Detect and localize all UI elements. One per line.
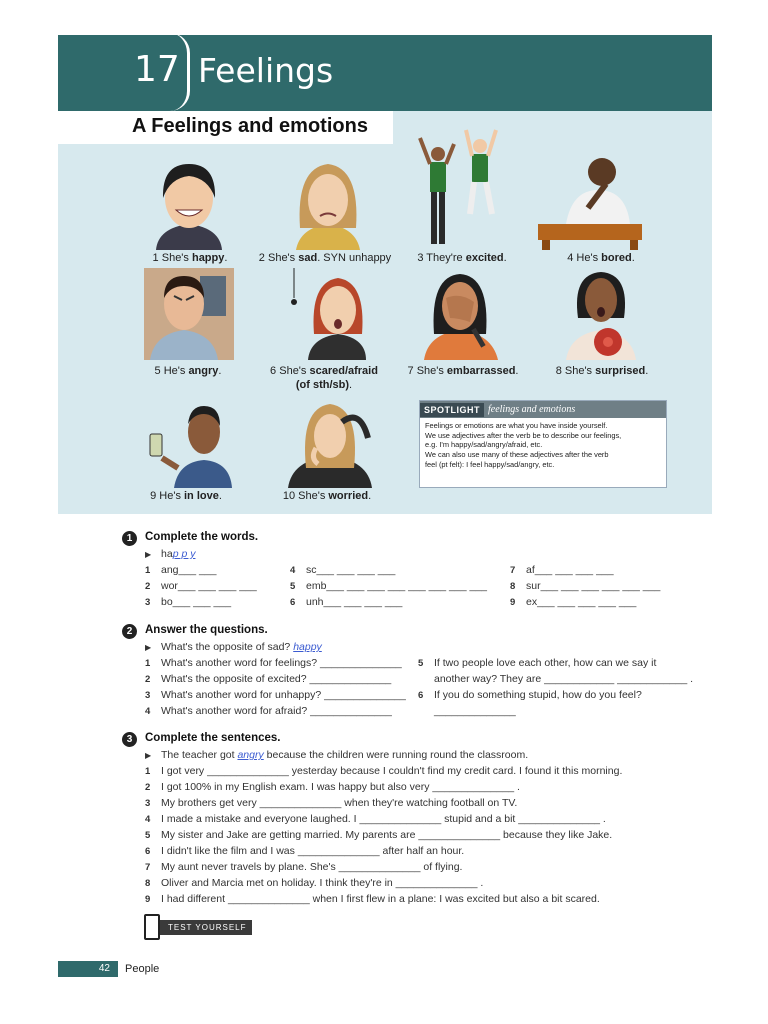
caption-8: 8 She's surprised. (555, 365, 649, 377)
picture-in-love (144, 398, 232, 488)
unit-separator (170, 33, 190, 111)
item-text: I got very ______________ yesterday because I couldn't find my credit card. I found it this morning. (161, 765, 623, 777)
ex1-item[interactable] (290, 580, 487, 592)
exercise-3-number: 3 (122, 732, 137, 747)
caption-2: 2 She's sad. SYN unhappy (258, 252, 392, 264)
ex2-item[interactable] (145, 705, 392, 717)
spotlight-tag: SPOTLIGHT (420, 403, 484, 417)
exercise-1-title: Complete the words. (145, 531, 259, 543)
picture-embarrassed (420, 268, 502, 360)
test-yourself-label: TEST YOURSELF (168, 923, 247, 932)
item-number: 7 (145, 862, 151, 873)
exercise-3-title: Complete the sentences. (145, 732, 281, 744)
ex2-item[interactable] (418, 689, 642, 701)
item-number: 1 (145, 766, 151, 777)
unit-title: Feelings (198, 51, 334, 90)
item-text: My brothers get very ______________ when they're watching football on TV. (161, 797, 518, 809)
caption-4: 4 He's bored. (567, 252, 635, 264)
example-arrow-icon: ▶ (145, 643, 152, 652)
item-number: 6 (290, 597, 296, 608)
ex3-item[interactable] (145, 813, 606, 825)
ex2-item[interactable] (145, 673, 391, 685)
item-text: If you do something stupid, how do you feel? (434, 689, 642, 701)
spotlight-subtitle: feelings and emotions (488, 404, 576, 415)
item-text: ang___ ___ (161, 564, 217, 576)
picture-angry (144, 268, 234, 360)
ex1-item[interactable] (145, 596, 231, 608)
item-number: 5 (418, 658, 424, 669)
unit-number: 17 (134, 49, 180, 90)
picture-bored (536, 150, 644, 250)
item-number: 3 (145, 798, 151, 809)
item-text: What's another word for feelings? ______________ (161, 657, 402, 669)
item-text: I had different ______________ when I first flew in a plane: I was excited but also a bit scared. (161, 893, 600, 905)
caption-1: 1 She's happy. (152, 252, 228, 264)
item-text: sur___ ___ ___ ___ ___ ___ (526, 580, 661, 592)
footer-section: People (125, 963, 160, 975)
item-text: bo___ ___ ___ (161, 596, 232, 608)
notebook-icon (144, 914, 160, 940)
caption-7: 7 She's embarrassed. (407, 365, 519, 377)
item-number: 6 (145, 846, 151, 857)
item-number: 4 (145, 706, 151, 717)
item-text: What's the opposite of excited? ______________ (161, 673, 392, 685)
ex2-item[interactable] (418, 657, 656, 669)
item-number: 8 (510, 581, 516, 592)
item-text: If two people love each other, how can we say it (434, 657, 657, 669)
caption-6: 6 She's scared/afraid (of sth/sb). (270, 365, 378, 391)
page-number: 42 (58, 961, 118, 977)
ex1-item[interactable] (510, 596, 636, 608)
ex3-item[interactable] (145, 829, 612, 841)
picture-happy (148, 158, 230, 250)
ex3-item[interactable] (145, 797, 517, 809)
item-text: sc___ ___ ___ ___ (306, 564, 396, 576)
item-number: 2 (145, 674, 151, 685)
spotlight-box (419, 400, 667, 488)
ex3-item[interactable] (145, 765, 622, 777)
example-arrow-icon: ▶ (145, 550, 152, 559)
item-text: I didn't like the film and I was ______________ after half an hour. (161, 845, 465, 857)
section-title: A Feelings and emotions (58, 111, 393, 144)
item-number: 3 (145, 690, 151, 701)
example-answer: p p y (172, 548, 196, 560)
exercise-2-example (145, 641, 322, 653)
example-text: The teacher got (161, 749, 238, 761)
ex1-item[interactable] (145, 564, 216, 576)
spotlight-line: Feelings or emotions are what you have inside yourself. (425, 421, 608, 430)
example-stem: ha (161, 548, 173, 560)
caption-5: 5 He's angry. (154, 365, 222, 377)
example-answer: angry (237, 749, 264, 761)
ex1-item[interactable] (510, 564, 614, 576)
item-text: Oliver and Marcia met on holiday. I think they're in ______________ . (161, 877, 484, 889)
item-number: 6 (418, 690, 424, 701)
item-text: emb___ ___ ___ ___ ___ ___ ___ ___ (306, 580, 487, 592)
picture-surprised (562, 268, 640, 360)
item-text: ______________ (434, 705, 516, 717)
spotlight-line: e.g. I'm happy/sad/angry/afraid, etc. (425, 440, 543, 450)
example-arrow-icon: ▶ (145, 751, 152, 760)
picture-worried (284, 398, 376, 488)
spotlight-line: We can also use many of these adjectives after the verb (425, 449, 609, 459)
ex1-item[interactable] (290, 596, 402, 608)
ex1-item[interactable] (290, 564, 395, 576)
item-number: 5 (145, 830, 151, 841)
item-number: 9 (510, 597, 516, 608)
test-yourself-button[interactable] (146, 920, 252, 935)
spotlight-line: feel (pt felt): I feel happy/sad/angry, etc. (425, 459, 555, 469)
item-text: unh___ ___ ___ ___ (306, 596, 403, 608)
picture-sad (290, 158, 366, 250)
item-text: I made a mistake and everyone laughed. I ______________ stupid and a bit ______________ . (161, 813, 606, 825)
item-number: 7 (510, 565, 516, 576)
caption-3: 3 They're excited. (417, 252, 507, 264)
ex1-item[interactable] (145, 580, 257, 592)
item-text: My aunt never travels by plane. She's ______________ of flying. (161, 861, 463, 873)
item-number: 9 (145, 894, 151, 905)
caption-10: 10 She's worried. (282, 490, 372, 502)
ex2-item[interactable] (145, 689, 406, 701)
example-text: because the children were running round the classroom. (263, 749, 529, 761)
ex2-item-continued[interactable] (418, 705, 516, 717)
picture-scared (290, 268, 368, 360)
ex3-item[interactable] (145, 877, 483, 889)
exercise-2-title: Answer the questions. (145, 624, 268, 636)
item-number: 4 (290, 565, 296, 576)
item-text: another way? They are ____________ ____________ . (434, 673, 694, 685)
item-number: 1 (145, 658, 151, 669)
item-text: I got 100% in my English exam. I was happy but also very ______________ . (161, 781, 520, 793)
item-text: What's another word for unhappy? ______________ (161, 689, 406, 701)
ex3-item[interactable] (145, 861, 462, 873)
example-answer: happy (293, 641, 322, 653)
item-number: 3 (145, 597, 151, 608)
item-text: What's another word for afraid? ______________ (161, 705, 392, 717)
ex1-item[interactable] (510, 580, 660, 592)
item-number: 8 (145, 878, 151, 889)
spotlight-header (420, 401, 666, 418)
ex2-item[interactable] (145, 657, 402, 669)
item-number: 2 (145, 581, 151, 592)
item-number: 1 (145, 565, 151, 576)
example-question: What's the opposite of sad? (161, 641, 291, 653)
ex2-item-continued[interactable] (418, 673, 693, 685)
exercise-2-number: 2 (122, 624, 137, 639)
item-text: My sister and Jake are getting married. My parents are ______________ because they like Jake. (161, 829, 613, 841)
item-text: wor___ ___ ___ ___ (161, 580, 257, 592)
ex3-item[interactable] (145, 893, 600, 905)
spotlight-body (420, 418, 666, 472)
ex3-item[interactable] (145, 781, 520, 793)
spotlight-line: We use adjectives after the verb be to describe our feelings, (425, 430, 622, 440)
item-number: 2 (145, 782, 151, 793)
exercise-1-example (145, 548, 195, 560)
picture-excited (414, 124, 504, 250)
item-number: 5 (290, 581, 296, 592)
item-text: af___ ___ ___ ___ (526, 564, 614, 576)
exercise-3-example (145, 749, 528, 761)
exercise-1-number: 1 (122, 531, 137, 546)
item-text: ex___ ___ ___ ___ ___ (526, 596, 637, 608)
unit-header (58, 35, 712, 111)
item-number: 4 (145, 814, 151, 825)
ex3-item[interactable] (145, 845, 464, 857)
caption-9: 9 He's in love. (150, 490, 222, 502)
